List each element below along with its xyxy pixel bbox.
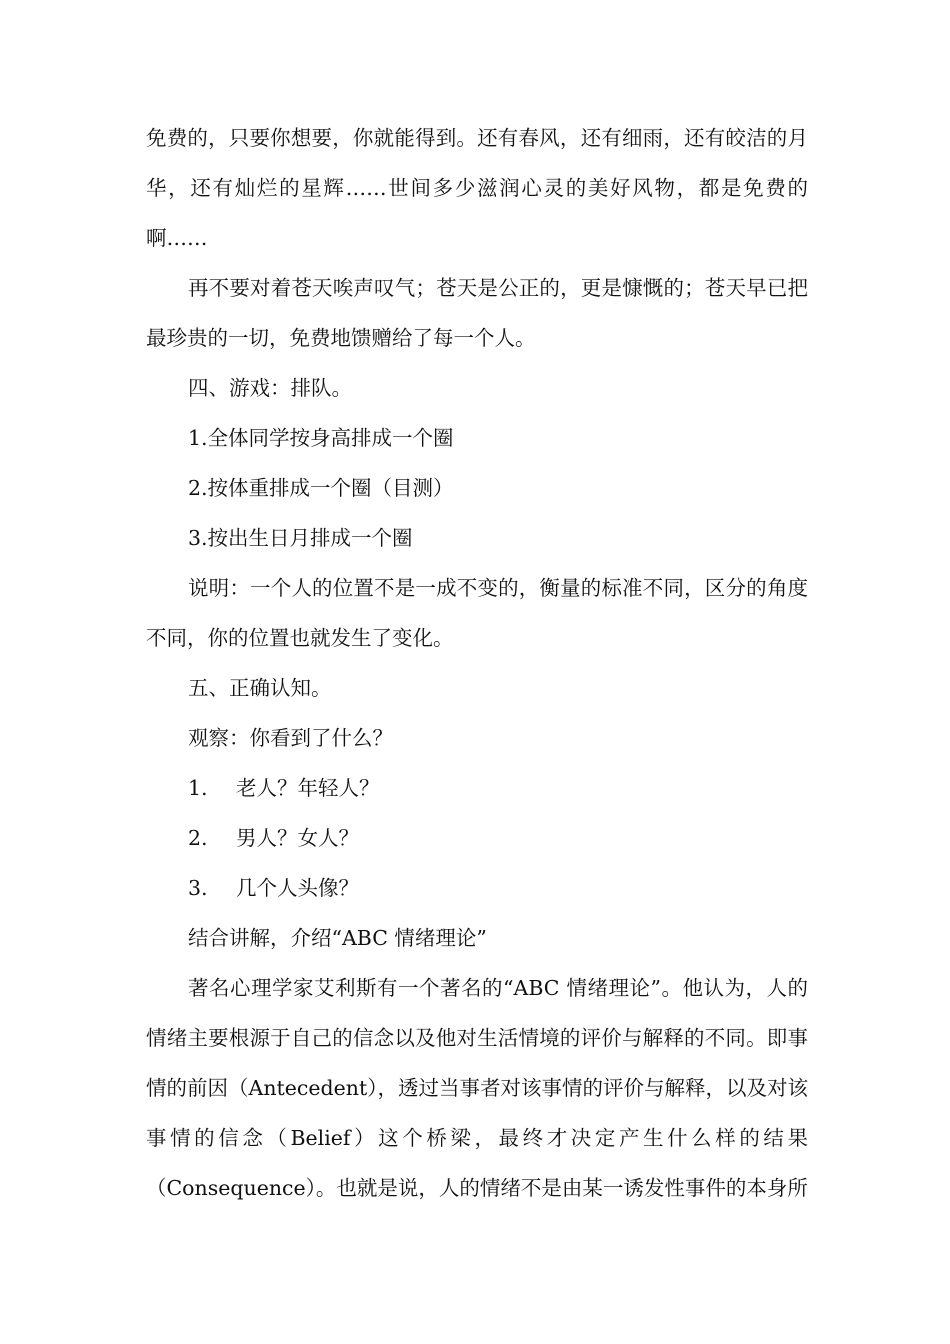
question-number: 3. xyxy=(188,876,208,900)
paragraph-abc-intro: 结合讲解，介绍“ABC 情绪理论” xyxy=(188,926,487,950)
game-step-3: 3.按出生日月排成一个圈 xyxy=(188,526,413,550)
paragraph-free-things: 免费的，只要你想要，你就能得到。还有春风，还有细雨，还有皎洁的月华，还有灿烂的星辉……世间多少滋润心灵的美好风物，都是免费的啊…… xyxy=(146,126,808,250)
paragraph-sky: 再不要对着苍天唉声叹气；苍天是公正的，更是慷慨的；苍天早已把最珍贵的一切，免费地馈赠给了每一个人。 xyxy=(146,276,808,350)
question-text: 男人？女人？ xyxy=(236,826,359,850)
question-item xyxy=(146,863,808,913)
section-heading-game: 四、游戏：排队。 xyxy=(188,376,352,400)
game-step-1: 1.全体同学按身高排成一个圈 xyxy=(188,426,454,450)
question-text: 几个人头像？ xyxy=(236,876,359,900)
question-text: 老人？年轻人？ xyxy=(236,776,380,800)
paragraph-observe: 观察：你看到了什么？ xyxy=(188,726,393,750)
section-heading-cognition: 五、正确认知。 xyxy=(188,676,332,700)
question-number: 1. xyxy=(188,776,208,800)
paragraph-explanation: 说明：一个人的位置不是一成不变的，衡量的标准不同，区分的角度不同，你的位置也就发生了变化。 xyxy=(146,576,808,650)
paragraph-abc-theory: 著名心理学家艾利斯有一个著名的“ABC 情绪理论”。他认为，人的情绪主要根源于自己的信念以及他对生活情境的评价与解释的不同。即事情的前因（Antecedent），透过当事者对该事情的评价与解释，以及对该事情的信念（Belief）这个桥梁，最终才决定产生什么样的结果（Consequence）。也就是说，人的情绪不是由某一诱发性事件的本身所 xyxy=(146,976,808,1200)
document-page xyxy=(146,113,808,1213)
question-number: 2. xyxy=(188,826,208,850)
question-item xyxy=(146,813,808,863)
question-item xyxy=(146,763,808,813)
game-step-2: 2.按体重排成一个圈（目测） xyxy=(188,476,454,500)
